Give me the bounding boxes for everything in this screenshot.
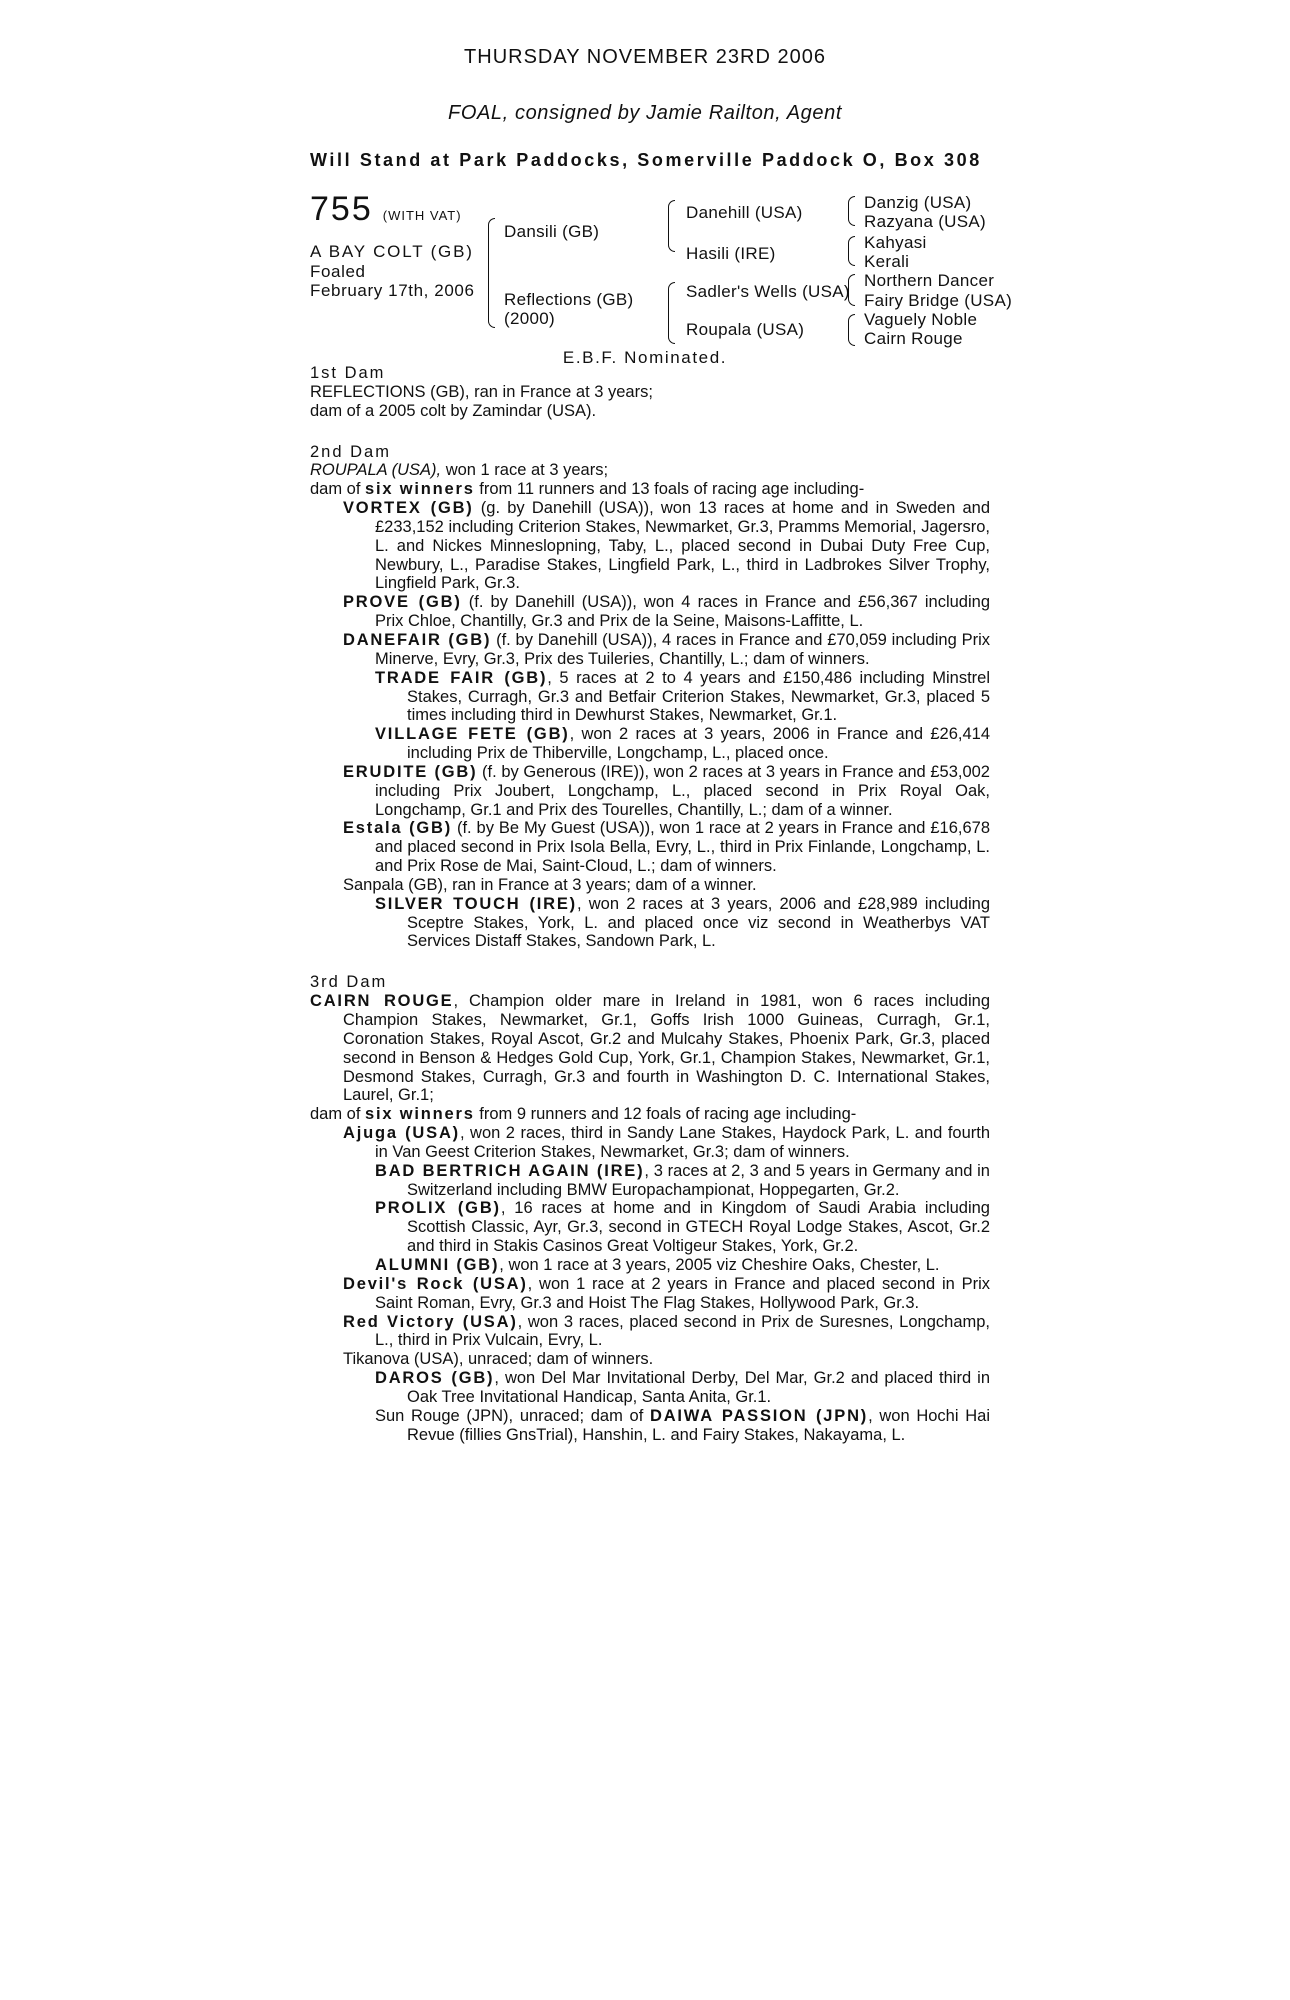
horse-name: VILLAGE FETE (GB) xyxy=(375,725,570,744)
progeny-entry: ALUMNI (GB), won 1 race at 3 years, 2005 viz Cheshire Oaks, Chester, L. xyxy=(375,1255,940,1274)
horse-name: Red Victory (USA) xyxy=(343,1312,518,1331)
consignment-line: FOAL, consigned by Jamie Railton, Agent xyxy=(448,102,842,124)
first-dam-line-2: dam of a 2005 colt by Zamindar (USA). xyxy=(310,401,597,420)
pedigree-brace-g4 xyxy=(848,314,855,346)
lot-number: 755 xyxy=(310,190,373,228)
progeny-entry: VORTEX (GB) (g. by Danehill (USA)), won 13 races at home and in Sweden and £233,152 including Criterion Stakes, Newmarket, Gr.3, Pramms Memorial, Jagersro, L. and Nickes Minneslopning, Taby, L., placed second in Dubai Duty Free Cup, Newbury, L., Paradise Stakes, Lingfield Park, L., third in Ladbrokes Silver Trophy, Lingfield Park, Gr.3. xyxy=(343,499,990,593)
horse-name: Devil's Rock (USA) xyxy=(343,1274,528,1293)
second-dam-name-line: ROUPALA (USA), won 1 race at 3 years; xyxy=(310,461,609,480)
horse-name: CAIRN ROUGE xyxy=(310,992,454,1011)
ebf-nomination: E.B.F. Nominated. xyxy=(562,348,728,367)
horse-name: VORTEX (GB) xyxy=(343,499,474,518)
pedigree-sire: Dansili (GB) xyxy=(504,222,600,241)
pedigree-sire-dam: Hasili (IRE) xyxy=(686,244,776,263)
horse-name: PROVE (GB) xyxy=(343,593,462,612)
lot-description: A BAY COLT (GB) xyxy=(310,242,474,261)
foaled-date: February 17th, 2006 xyxy=(310,281,475,300)
progeny-entry: SILVER TOUCH (IRE), won 2 races at 3 years, 2006 and £28,989 including Sceptre Stakes, York, L. and placed once viz second in Weatherbys VAT Services Distaff Stakes, Sandown Park, L. xyxy=(375,894,990,951)
stand-location: Will Stand at Park Paddocks, Somerville Paddock O, Box 308 xyxy=(310,150,982,170)
second-dam-name: ROUPALA (USA), xyxy=(310,461,442,480)
progeny-entry: Red Victory (USA), won 3 races, placed second in Prix de Suresnes, Longchamp, L., third in Prix Vulcain, Evry, L. xyxy=(343,1312,991,1350)
horse-name: BAD BERTRICH AGAIN (IRE) xyxy=(375,1161,645,1180)
pedigree-dam-dam: Roupala (USA) xyxy=(686,320,805,339)
second-dam-summary: dam of six winners from 11 runners and 13 foals of racing age including- xyxy=(310,480,865,499)
progeny-entry: Sanpala (GB), ran in France at 3 years; dam of a winner. xyxy=(343,875,757,894)
horse-name: ERUDITE (GB) xyxy=(343,762,478,781)
progeny-entry: VILLAGE FETE (GB), won 2 races at 3 years, 2006 in France and £26,414 including Prix de Thiberville, Longchamp, L., placed once. xyxy=(375,725,990,763)
progeny-entry: PROLIX (GB), 16 races at home and in Kingdom of Saudi Arabia including Scottish Classic, Ayr, Gr.3, second in GTECH Royal Lodge Stakes, Ascot, Gr.2 and third in Stakis Casinos Great Voltigeur Stakes, York, Gr.2. xyxy=(375,1199,990,1256)
pedigree-brace-main xyxy=(488,218,495,328)
first-dam-line-1: REFLECTIONS (GB), ran in France at 3 years; xyxy=(310,382,653,401)
pedigree-dam-sire: Sadler's Wells (USA) xyxy=(686,282,850,301)
progeny-entry: DAROS (GB), won Del Mar Invitational Derby, Del Mar, Gr.2 and placed third in Oak Tree Invitational Handicap, Santa Anita, Gr.1. xyxy=(375,1369,990,1406)
lot-number-block xyxy=(310,190,462,229)
vat-note: (WITH VAT) xyxy=(382,208,462,223)
horse-name: DAIWA PASSION (JPN) xyxy=(649,1406,869,1425)
progeny-entry: Ajuga (USA), won 2 races, third in Sandy Lane Stakes, Haydock Park, L. and fourth in Van Geest Criterion Stakes, Newmarket, Gr.3; dam of winners. xyxy=(343,1124,991,1161)
first-dam-heading: 1st Dam xyxy=(310,364,386,382)
progeny-entry: Sun Rouge (JPN), unraced; dam of DAIWA PASSION (JPN), won Hochi Hai Revue (fillies GnsTrial), Hanshin, L. and Fairy Stakes, Nakayama, L. xyxy=(375,1406,990,1444)
pedigree-g2: Razyana (USA) xyxy=(864,212,986,231)
dam-history xyxy=(310,364,990,1444)
sale-date: THURSDAY NOVEMBER 23RD 2006 xyxy=(464,46,826,68)
pedigree-g5: Northern Dancer xyxy=(864,271,995,290)
pedigree-dam: Reflections (GB) xyxy=(504,290,634,309)
pedigree-g8: Cairn Rouge xyxy=(864,329,963,348)
pedigree-g3: Kahyasi xyxy=(864,233,927,252)
pedigree-brace-g1 xyxy=(848,196,855,226)
progeny-entry: TRADE FAIR (GB), 5 races at 2 to 4 years and £150,486 including Minstrel Stakes, Curragh, Gr.3 and Betfair Criterion Stakes, Newmarket, Gr.3, placed 5 times including third in Dewhurst Stakes, Newmarket, Gr.1. xyxy=(375,668,990,725)
progeny-entry: DANEFAIR (GB) (f. by Danehill (USA)), 4 races in France and £70,059 including Prix Minerve, Evry, Gr.3, Prix des Tuileries, Chantilly, L.; dam of winners. xyxy=(343,630,991,668)
horse-name: Ajuga (USA) xyxy=(343,1124,460,1143)
progeny-entry: BAD BERTRICH AGAIN (IRE), 3 races at 2, 3 and 5 years in Germany and in Switzerland including BMW Europachampionat, Hoppegarten, Gr.2. xyxy=(375,1161,990,1199)
pedigree-g7: Vaguely Noble xyxy=(864,310,978,329)
pedigree-brace-g2 xyxy=(848,236,855,266)
third-dam-heading: 3rd Dam xyxy=(310,973,388,992)
pedigree-g4: Kerali xyxy=(864,252,910,271)
third-dam-entry: CAIRN ROUGE, Champion older mare in Ireland in 1981, won 6 races including Champion Stakes, Newmarket, Gr.1, Goffs Irish 1000 Guineas, Curragh, Gr.1, Coronation Stakes, Royal Ascot, Gr.2 and Mulcahy Stakes, Phoenix Park, Gr.3, placed second in Benson & Hedges Gold Cup, York, Gr.1, Champion Stakes, Newmarket, Gr.1, Desmond Stakes, Curragh, Gr.3 and fourth in Washington D. C. International Stakes, Laurel, Gr.1; xyxy=(310,992,991,1105)
progeny-entry: Devil's Rock (USA), won 1 race at 2 years in France and placed second in Prix Saint Roman, Evry, Gr.3 and Hoist The Flag Stakes, Hollywood Park, Gr.3. xyxy=(343,1274,990,1312)
horse-name: Estala (GB) xyxy=(343,819,453,838)
pedigree-sire-sire: Danehill (USA) xyxy=(686,203,803,222)
third-dam-summary: dam of six winners from 9 runners and 12 foals of racing age including- xyxy=(310,1105,857,1124)
progeny-entry: Estala (GB) (f. by Be My Guest (USA)), won 1 race at 2 years in France and £16,678 and placed second in Prix Isola Bella, Evry, L., third in Prix Finlande, Longchamp, L. and Prix Rose de Mai, Saint-Cloud, L.; dam of winners. xyxy=(343,819,990,876)
second-dam-heading: 2nd Dam xyxy=(310,442,391,461)
pedigree-brace-sire xyxy=(668,200,675,252)
progeny-entry: Tikanova (USA), unraced; dam of winners. xyxy=(343,1350,654,1369)
foaled-label: Foaled xyxy=(310,262,366,281)
horse-name: PROLIX (GB) xyxy=(375,1199,501,1218)
progeny-entry: ERUDITE (GB) (f. by Generous (IRE)), won 2 races at 3 years in France and £53,002 including Prix Joubert, Longchamp, L., placed second in Prix Royal Oak, Longchamp, Gr.1 and Prix des Tourelles, Chantilly, L.; dam of a winner. xyxy=(343,762,990,819)
horse-name: SILVER TOUCH (IRE) xyxy=(375,894,577,913)
pedigree-brace-g3 xyxy=(848,274,855,306)
pedigree-g6: Fairy Bridge (USA) xyxy=(864,291,1013,310)
progeny-entry: PROVE (GB) (f. by Danehill (USA)), won 4 races in France and £56,367 including Prix Chloe, Chantilly, Gr.3 and Prix de la Seine, Maisons-Laffitte, L. xyxy=(343,593,990,631)
horse-name: DAROS (GB) xyxy=(375,1369,495,1388)
horse-name: ALUMNI (GB) xyxy=(375,1255,500,1274)
pedigree-brace-dam xyxy=(668,282,675,344)
pedigree-dam-year: (2000) xyxy=(504,309,555,328)
pedigree-g1: Danzig (USA) xyxy=(864,193,972,212)
horse-name: TRADE FAIR (GB) xyxy=(375,668,548,687)
horse-name: DANEFAIR (GB) xyxy=(343,630,492,649)
